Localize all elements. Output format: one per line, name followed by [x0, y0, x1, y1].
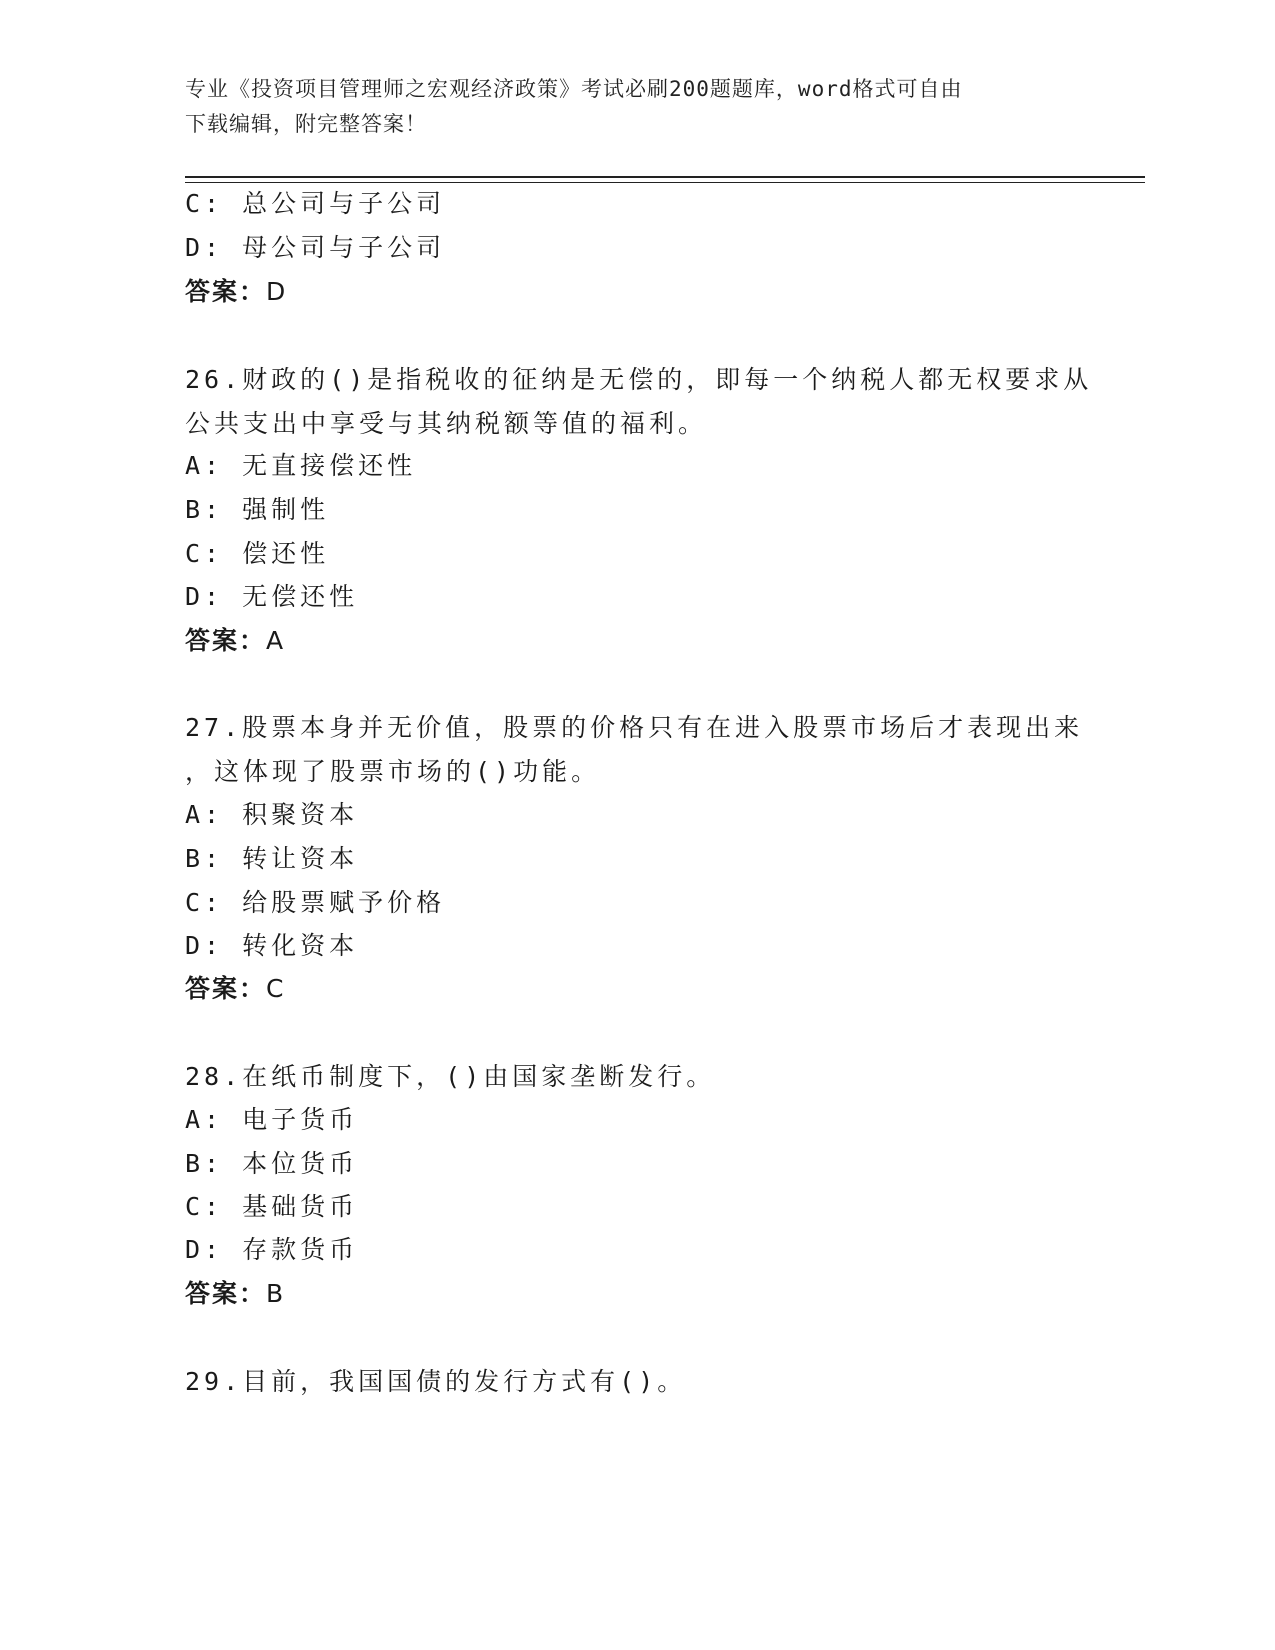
question-26-option-d: D: 无偿还性 — [185, 582, 359, 611]
answer-value: A — [266, 626, 285, 655]
question-26-option-a: A: 无直接偿还性 — [185, 451, 417, 480]
question-28-option-d: D: 存款货币 — [185, 1235, 359, 1264]
header-divider-thin — [185, 182, 1145, 183]
question-26-stem-line-2: 公共支出中享受与其纳税额等值的福利。 — [185, 409, 708, 438]
question-27-stem-line-2: ，这体现了股票市场的()功能。 — [185, 757, 601, 786]
question-28-option-b: B: 本位货币 — [185, 1149, 359, 1178]
question-26-option-b: B: 强制性 — [185, 495, 330, 524]
question-27-stem-line-1: 27.股票本身并无价值，股票的价格只有在进入股票市场后才表现出来 — [185, 713, 1084, 742]
question-27-option-b: B: 转让资本 — [185, 844, 359, 873]
question-28-option-c: C: 基础货币 — [185, 1192, 359, 1221]
answer-label: 答案： — [185, 277, 267, 306]
header-divider — [185, 176, 1145, 178]
question-27-option-c: C: 给股票赋予价格 — [185, 888, 446, 917]
answer-value: D — [266, 277, 287, 306]
question-26-answer — [185, 621, 284, 657]
document-header — [185, 72, 1065, 142]
header-line-1: 专业《投资项目管理师之宏观经济政策》考试必刷200题题库，word格式可自由 — [185, 77, 963, 101]
header-line-2: 下载编辑，附完整答案！ — [185, 112, 427, 136]
question-26-option-c: C: 偿还性 — [185, 539, 330, 568]
question-28-option-a: A: 电子货币 — [185, 1105, 359, 1134]
prev-option-d: D: 母公司与子公司 — [185, 233, 446, 262]
answer-label: 答案： — [185, 626, 267, 655]
question-27-option-d: D: 转化资本 — [185, 931, 359, 960]
question-28-answer — [185, 1274, 284, 1310]
question-29-stem: 29.目前，我国国债的发行方式有()。 — [185, 1367, 687, 1396]
prev-option-c: C: 总公司与子公司 — [185, 189, 446, 218]
question-27-option-a: A: 积聚资本 — [185, 800, 359, 829]
question-26-stem-line-1: 26.财政的()是指税收的征纳是无偿的，即每一个纳税人都无权要求从 — [185, 365, 1093, 394]
answer-value: C — [266, 974, 285, 1003]
answer-label: 答案： — [185, 974, 267, 1003]
answer-label: 答案： — [185, 1279, 267, 1308]
question-28-stem: 28.在纸币制度下，()由国家垄断发行。 — [185, 1062, 716, 1091]
prev-answer — [185, 272, 286, 308]
answer-value: B — [266, 1279, 285, 1308]
question-27-answer — [185, 969, 284, 1005]
